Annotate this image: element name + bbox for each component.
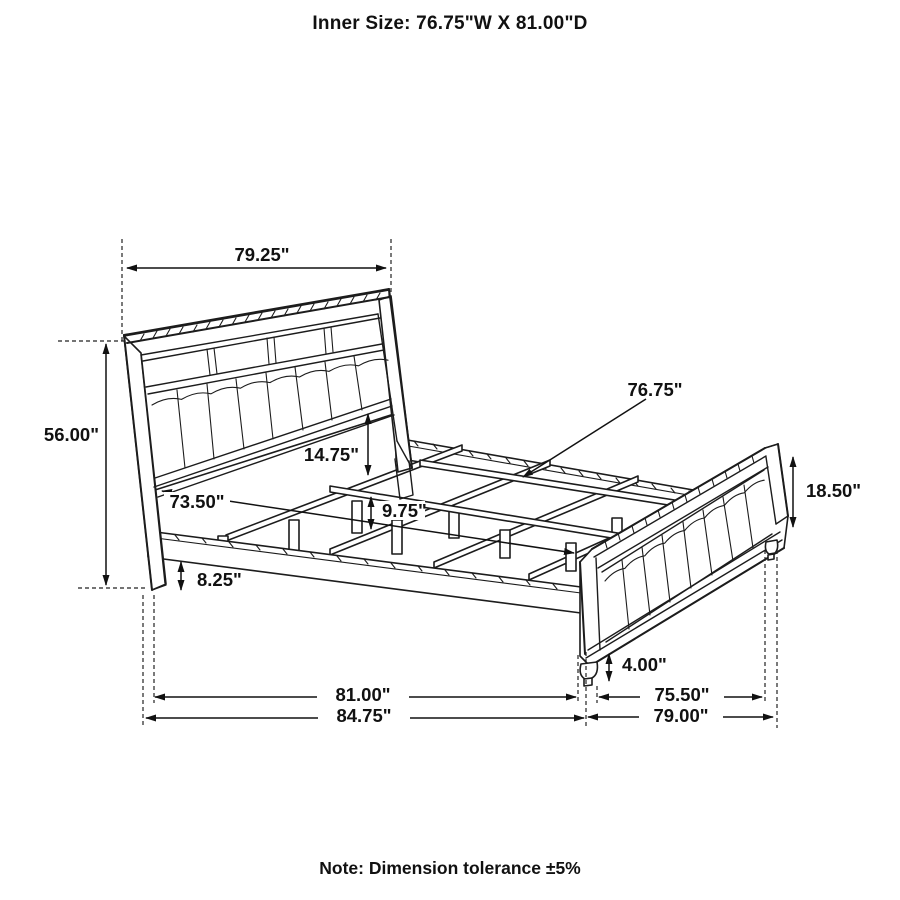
tolerance-note: Note: Dimension tolerance ±5% xyxy=(319,858,581,878)
bun-foot-left xyxy=(580,662,597,686)
leader-line-slat-width xyxy=(523,399,646,477)
dim-label-headboard-width: 79.25" xyxy=(234,244,290,265)
inner-size-title: Inner Size: 76.75"W X 81.00"D xyxy=(312,13,588,34)
dim-label-slat-support-height: 9.75" xyxy=(382,500,427,521)
dim-label-foot-height: 4.00" xyxy=(622,654,667,675)
dim-label-overall-depth: 84.75" xyxy=(336,705,392,726)
dim-label-inner-rail-length: 73.50" xyxy=(169,491,225,512)
dim-label-panel-to-slat: 14.75" xyxy=(303,444,359,465)
dim-label-headboard-height: 56.00" xyxy=(43,424,99,445)
dim-label-slat-width: 76.75" xyxy=(627,379,683,400)
dim-label-rail-clearance: 8.25" xyxy=(197,569,242,590)
dim-label-footboard-height: 18.50" xyxy=(806,480,862,501)
bed-drawing xyxy=(124,289,788,686)
dim-label-footboard-inner-width: 75.50" xyxy=(654,684,710,705)
bun-foot-right xyxy=(765,540,777,560)
dim-label-inner-depth: 81.00" xyxy=(335,684,391,705)
dim-label-footboard-overall-width: 79.00" xyxy=(653,705,709,726)
